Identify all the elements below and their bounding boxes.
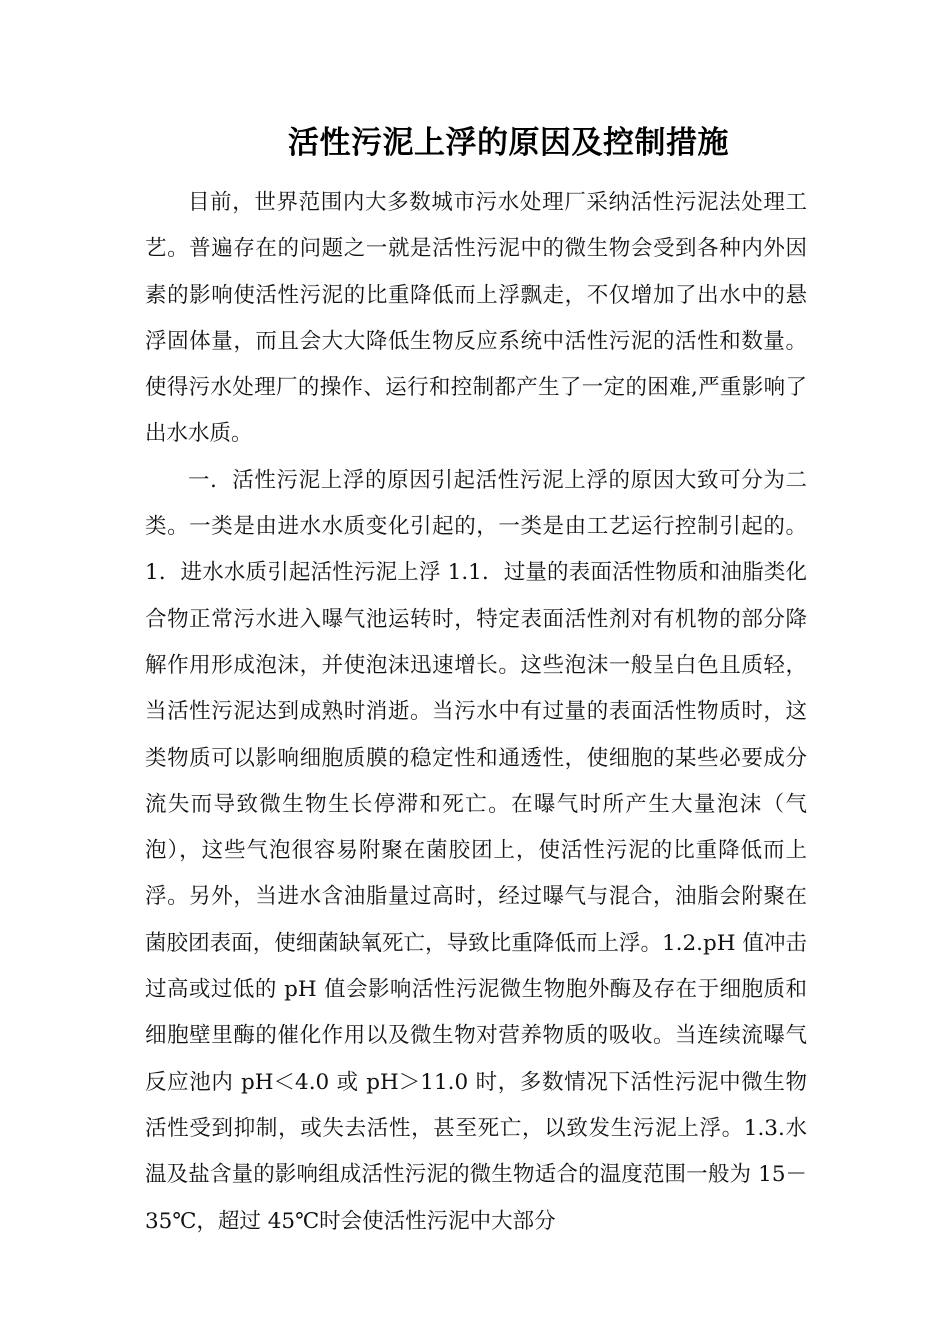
paragraph-causes: 一．活性污泥上浮的原因引起活性污泥上浮的原因大致可分为二类。一类是由进水水质变化引起的，一类是由工艺运行控制引起的。1．进水水质引起活性污泥上浮 1.1．过量的表面活性物质和油脂类化合物正常污水进入曝气池运转时，特定表面活性剂对有机物的部分降解作用形成泡沫，并使泡沫迅速增长。这些泡沫一般呈白色且质轻，当活性污泥达到成熟时消逝。当污水中有过量的表面活性物质时，这类物质可以影响细胞质膜的稳定性和通透性，使细胞的某些必要成分流失而导致微生物生长停滞和死亡。在曝气时所产生大量泡沫（气泡），这些气泡很容易附聚在菌胶团上，使活性污泥的比重降低而上浮。另外，当进水含油脂量过高时，经过曝气与混合，油脂会附聚在菌胶团表面，使细菌缺氧死亡，导致比重降低而上浮。1.2.pH 值冲击过高或过低的 pH 值会影响活性污泥微生物胞外酶及存在于细胞质和细胞壁里酶的催化作用以及微生物对营养物质的吸收。当连续流曝气反应池内 pH＜4.0 或 pH＞11.0 时，多数情况下活性污泥中微生物活性受到抑制，或失去活性，甚至死亡，以致发生污泥上浮。1.3.水温及盐含量的影响组成活性污泥的微生物适合的温度范围一般为 15－35℃，超过 45℃时会使活性污泥中大部分 [145,467,807,1234]
document-title: 活性污泥上浮的原因及控制措施 [288,125,729,161]
document-body [145,180,807,1245]
paragraph-intro: 目前，世界范围内大多数城市污水处理厂采纳活性污泥法处理工艺。普遍存在的问题之一就是活性污泥中的微生物会受到各种内外因素的影响使活性污泥的比重降低而上浮飘走，不仅增加了出水中的悬浮固体量，而且会大大降低生物反应系统中活性污泥的活性和数量。使得污水处理厂的操作、运行和控制都产生了一定的困难,严重影响了出水水质。 [145,190,807,447]
